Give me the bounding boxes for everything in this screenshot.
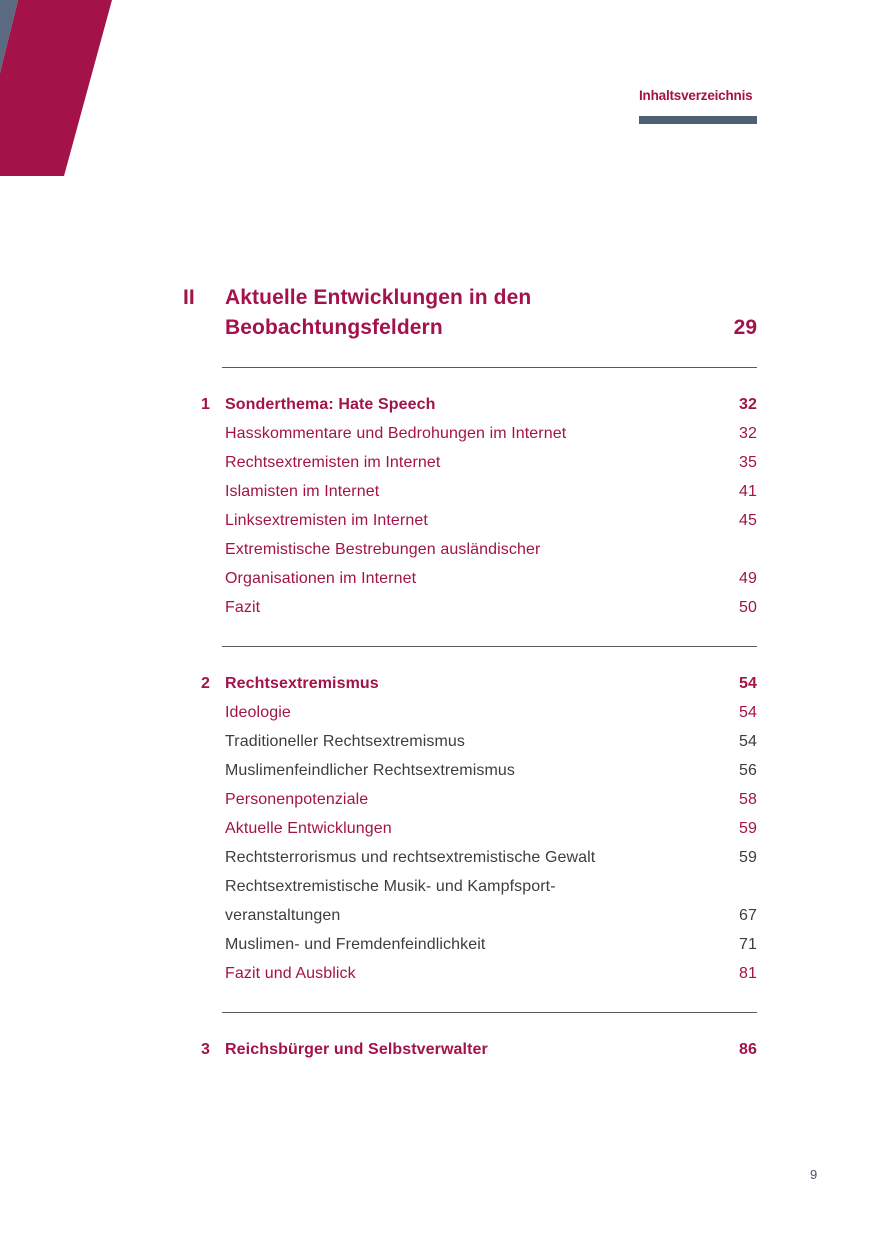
section-number xyxy=(183,959,225,988)
section-number xyxy=(183,843,225,872)
section-number xyxy=(183,901,225,930)
section-number xyxy=(183,506,225,535)
section-number xyxy=(183,930,225,959)
entry-page-number: 58 xyxy=(739,791,757,808)
entry-page-number: 86 xyxy=(739,1041,757,1058)
toc-entry-row xyxy=(183,419,757,448)
section-number: 3 xyxy=(201,1041,210,1058)
entry-page-number: 54 xyxy=(739,675,757,692)
entry-page-number: 67 xyxy=(739,907,757,924)
entry-label: Fazit und Ausblick xyxy=(225,965,356,982)
section-divider-rule xyxy=(222,1012,757,1013)
section-number xyxy=(183,448,225,477)
header-label: Inhaltsverzeichnis xyxy=(639,88,753,103)
header-rule-bar xyxy=(639,116,757,124)
section-divider-rule xyxy=(222,646,757,647)
section-divider-rule xyxy=(222,367,757,368)
toc-entry-row xyxy=(183,506,757,535)
entry-page-number: 81 xyxy=(739,965,757,982)
toc-entry-row xyxy=(183,448,757,477)
section-heading-row xyxy=(183,390,757,419)
entry-label: Muslimen- und Fremdenfeindlichkeit xyxy=(225,936,486,953)
entry-label: Linksextremisten im Internet xyxy=(225,512,428,529)
entry-page-number: 71 xyxy=(739,936,757,953)
chapter-page-number: 29 xyxy=(733,316,757,339)
toc-entry-row xyxy=(183,930,757,959)
entry-page-number: 54 xyxy=(739,733,757,750)
entry-label: Rechtsterrorismus und rechtsextremistische Gewalt xyxy=(225,849,596,866)
toc-entry-row xyxy=(183,872,757,901)
entry-label: Islamisten im Internet xyxy=(225,483,380,500)
corner-decoration xyxy=(0,0,130,185)
toc-sections xyxy=(183,367,757,1064)
entry-label: veranstaltungen xyxy=(225,907,341,924)
toc-entry-row xyxy=(183,843,757,872)
entry-page-number: 56 xyxy=(739,762,757,779)
entry-page-number: 59 xyxy=(739,849,757,866)
entry-page-number: 35 xyxy=(739,454,757,471)
entry-label: Organisationen im Internet xyxy=(225,570,417,587)
entry-page-number: 41 xyxy=(739,483,757,500)
toc-chapter-row xyxy=(183,283,757,343)
toc-entry-row xyxy=(183,901,757,930)
footer-page-number: 9 xyxy=(810,1167,818,1182)
toc-entry-row xyxy=(183,814,757,843)
chapter-title-line1: Aktuelle Entwicklungen in den xyxy=(225,286,532,309)
section-number xyxy=(183,564,225,593)
toc-entry-row xyxy=(183,698,757,727)
toc-entry-row xyxy=(183,785,757,814)
section-number xyxy=(183,785,225,814)
section-number xyxy=(183,814,225,843)
section-heading-row xyxy=(183,669,757,698)
entry-label: Traditioneller Rechtsextremismus xyxy=(225,733,466,750)
entry-page-number: 49 xyxy=(739,570,757,587)
section-number xyxy=(183,756,225,785)
section-number: 1 xyxy=(201,396,210,413)
section-title: Sonderthema: Hate Speech xyxy=(225,396,436,413)
toc-entry-row xyxy=(183,535,757,564)
section-title: Reichsbürger und Selbstverwalter xyxy=(225,1041,488,1058)
section-number xyxy=(183,535,225,564)
entry-page-number: 54 xyxy=(739,704,757,721)
section-number xyxy=(183,698,225,727)
entry-label: Fazit xyxy=(225,599,261,616)
toc-entry-row xyxy=(183,727,757,756)
toc-entry-row xyxy=(183,477,757,506)
toc-entry-row xyxy=(183,564,757,593)
corner-accent-shape xyxy=(0,0,112,176)
chapter-numeral: II xyxy=(183,286,195,309)
entry-label: Muslimenfeindlicher Rechtsextremismus xyxy=(225,762,516,779)
entry-page-number: 32 xyxy=(739,396,757,413)
entry-label: Rechtsextremisten im Internet xyxy=(225,454,441,471)
entry-page-number: 45 xyxy=(739,512,757,529)
entry-label: Personenpotenziale xyxy=(225,791,369,808)
section-heading-row xyxy=(183,1035,757,1064)
toc-entry-row xyxy=(183,593,757,622)
section-number xyxy=(183,419,225,448)
table-of-contents xyxy=(183,283,757,1064)
toc-entry-row xyxy=(183,756,757,785)
entry-label: Rechtsextremistische Musik- und Kampfsport- xyxy=(225,878,556,895)
entry-page-number: 50 xyxy=(739,599,757,616)
entry-page-number: 59 xyxy=(739,820,757,837)
section-number xyxy=(183,593,225,622)
entry-page-number: 32 xyxy=(739,425,757,442)
section-number xyxy=(183,477,225,506)
section-number xyxy=(183,727,225,756)
entry-label: Ideologie xyxy=(225,704,291,721)
entry-label: Aktuelle Entwicklungen xyxy=(225,820,392,837)
entry-label: Extremistische Bestrebungen ausländischer xyxy=(225,541,541,558)
section-title: Rechtsextremismus xyxy=(225,675,379,692)
toc-entry-row xyxy=(183,959,757,988)
section-number xyxy=(183,872,225,901)
chapter-title-line2: Beobachtungsfeldern xyxy=(225,316,443,339)
chapter-title xyxy=(225,283,531,343)
section-number: 2 xyxy=(201,675,210,692)
entry-label: Hasskommentare und Bedrohungen im Internet xyxy=(225,425,567,442)
